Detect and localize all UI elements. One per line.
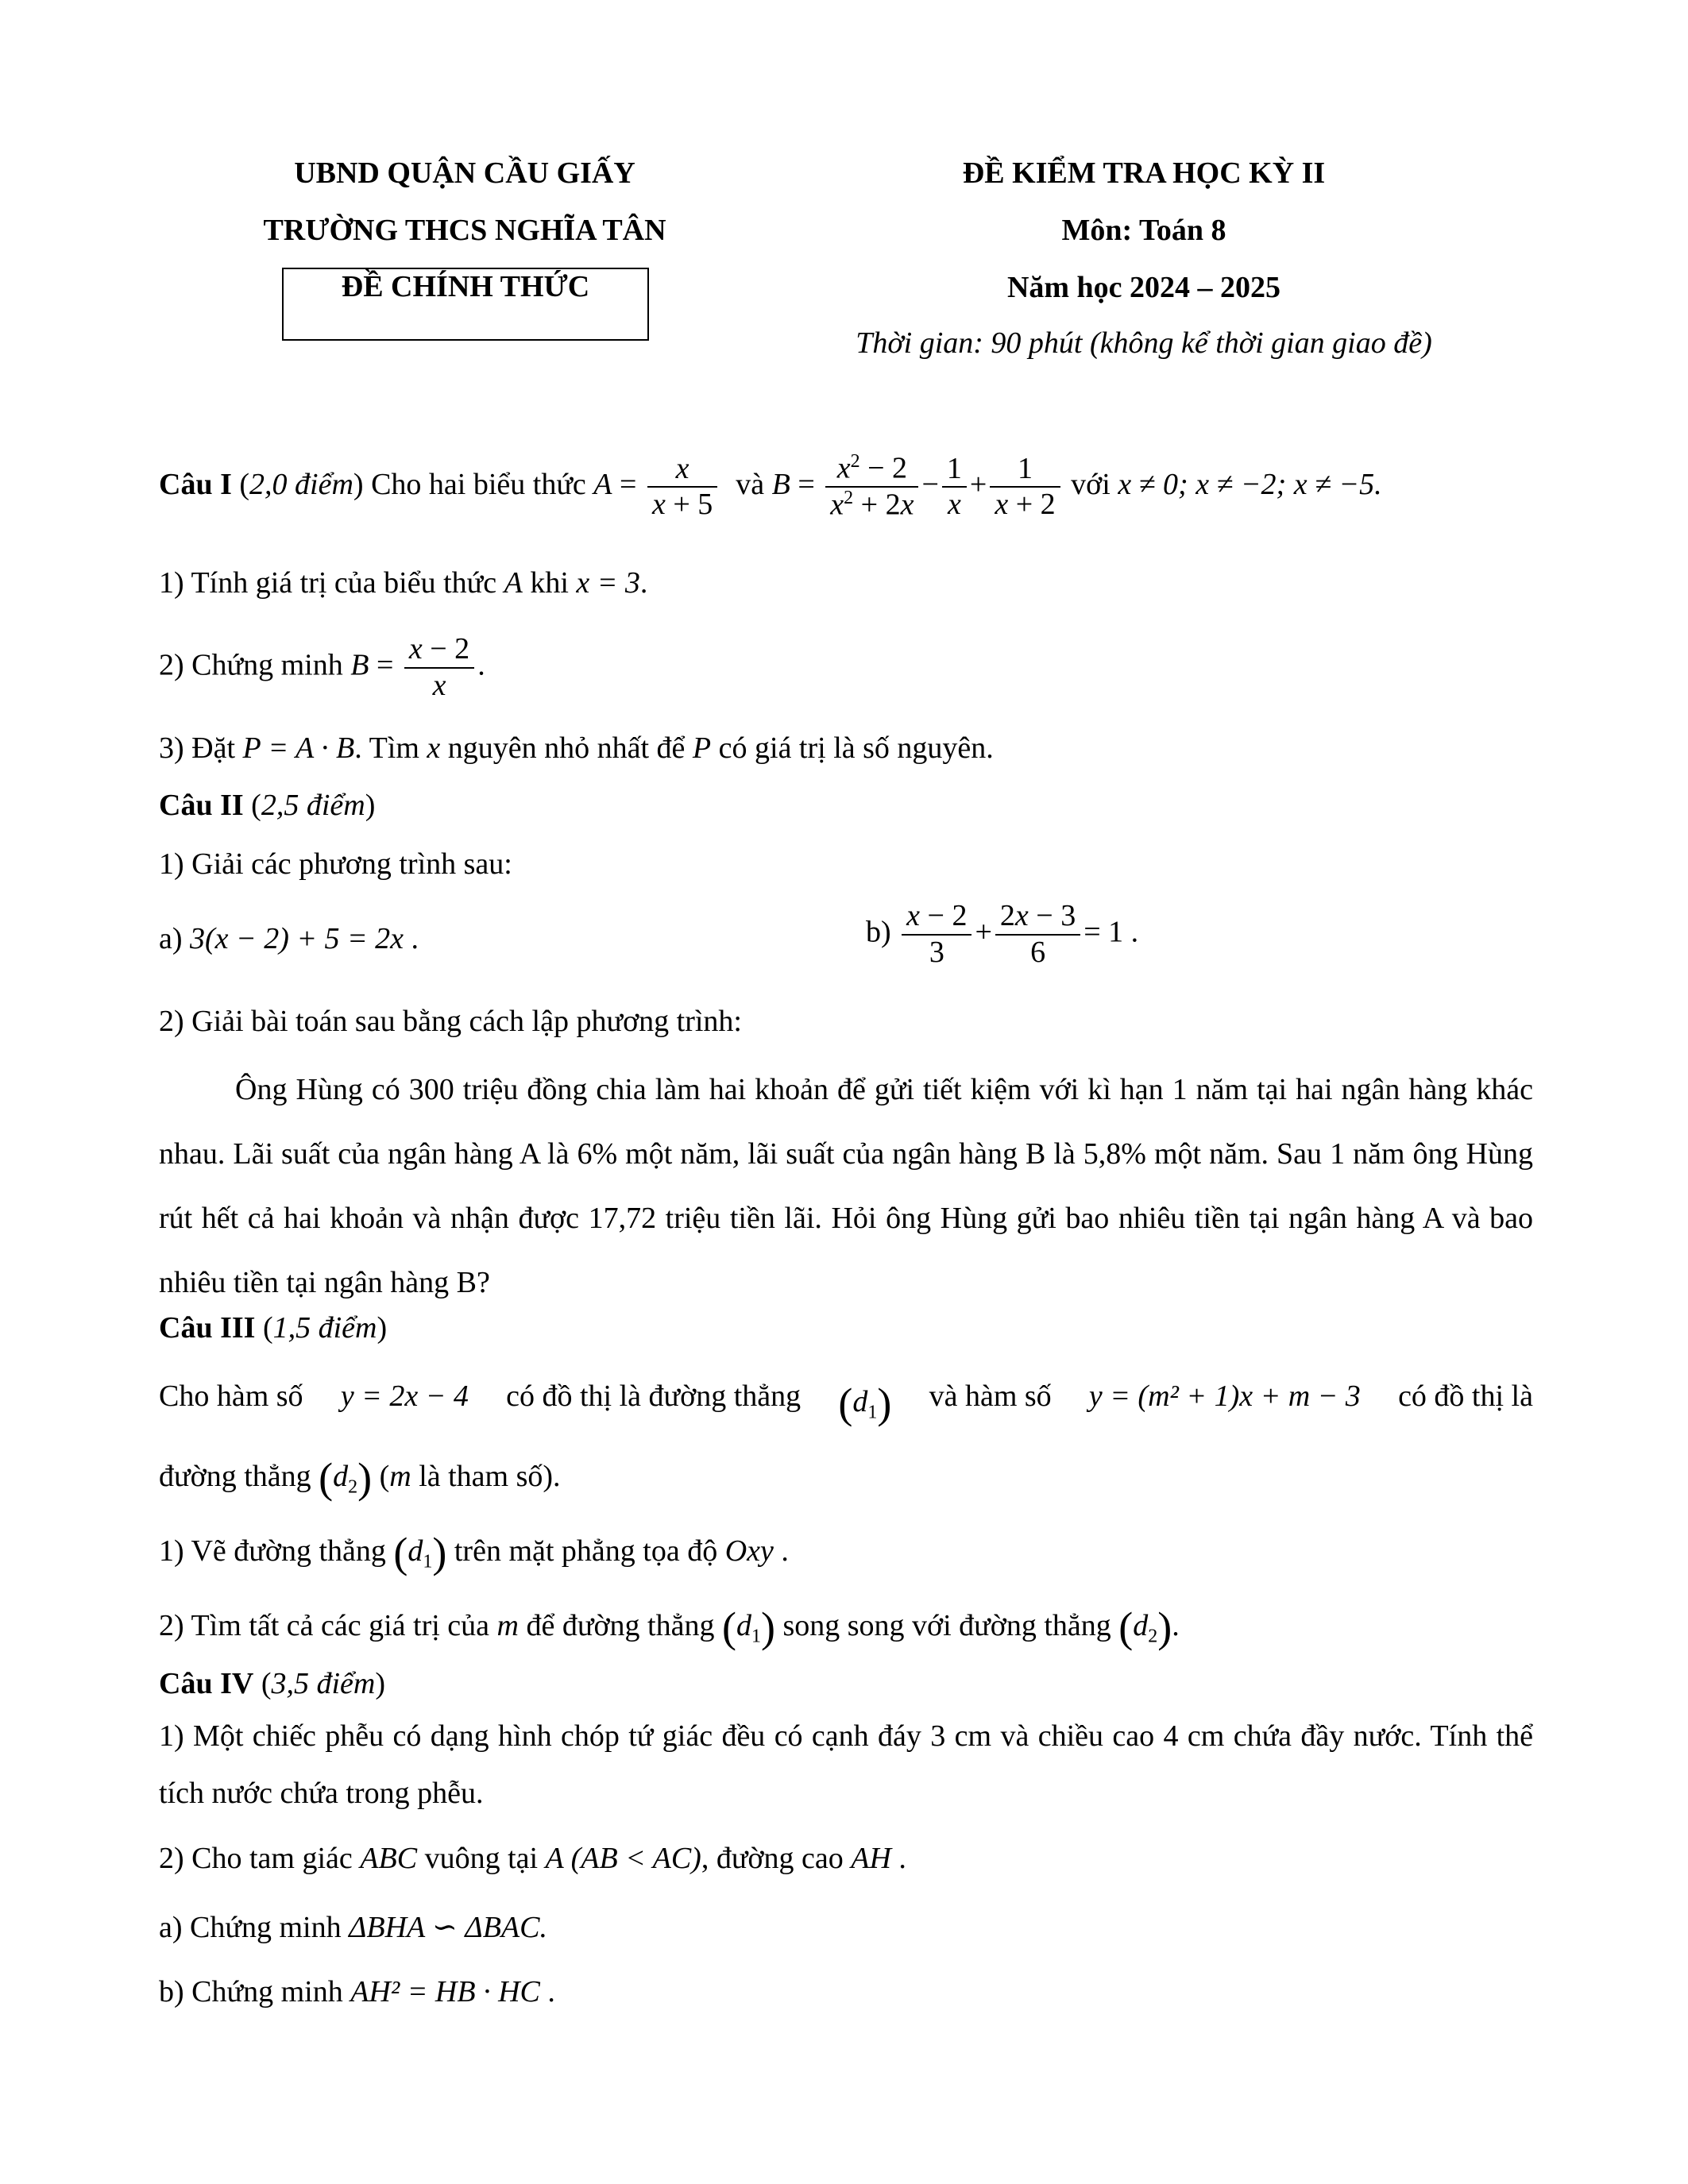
q1-item1-text: 1) Tính giá trị của biểu thức xyxy=(159,566,497,600)
q4-item-a xyxy=(159,1909,547,1945)
q1-item3-rest2: nguyên nhỏ nhất để xyxy=(447,731,686,765)
q4-triangle: ABC xyxy=(360,1842,418,1875)
exam-year: Năm học 2024 – 2025 xyxy=(1006,271,1281,304)
q3-item2: 2) Tìm tất cả các giá trị của m để đường thẳng $(d_1)$ song song với đường thẳng $(d_2)$. xyxy=(159,1603,1180,1651)
q1-item2-text: 2) Chứng minh xyxy=(159,648,343,682)
q1-item3-text: 3) Đặt xyxy=(159,731,236,765)
q2-item1: 1) Giải các phương trình sau: xyxy=(159,847,512,881)
q3-line2a: đường thẳng xyxy=(159,1460,311,1493)
q3-item2b: để đường thẳng xyxy=(526,1609,715,1642)
q2-heading: Câu II (2,5 điểm) xyxy=(159,789,376,822)
q4-title: Câu IV xyxy=(159,1667,254,1700)
q3-item2c: song song với đường thẳng xyxy=(782,1609,1111,1642)
q3-intro: Cho hàm số y = 2x − 4 có đồ thị là đường thẳng $(d_1)$ và hàm số y = (m² + 1)x + m − 3 có đồ thị là xyxy=(159,1379,1533,1427)
q1-title: Câu I xyxy=(159,468,232,502)
q3-item1a: 1) Vẽ đường thẳng xyxy=(159,1534,386,1568)
q4-item-b: b) Chứng minh AH² = HB · HC . xyxy=(159,1975,555,2008)
q4-item2c: , đường cao xyxy=(701,1842,844,1875)
q4-heading: Câu IV (3,5 điểm) xyxy=(159,1667,385,1700)
q1-intro: Cho hai biểu thức xyxy=(371,468,586,502)
q2-points: 2,5 điểm xyxy=(261,789,365,822)
q3-function2: y = (m² + 1)x + m − 3 xyxy=(1088,1379,1361,1413)
q1-item1-when: khi xyxy=(530,566,569,600)
q1-item3: 3) Đặt P = A · B. Tìm x nguyên nhỏ nhất để P có giá trị là số nguyên. xyxy=(159,731,994,765)
q3-intro3: và hàm số xyxy=(929,1379,1052,1413)
header-school-district: UBND QUẬN CẦU GIẤY xyxy=(294,156,635,190)
q4-a-text: a) Chứng minh xyxy=(159,1911,342,1944)
fraction-q2b-2: $\frac{2x - 3}{6}$ xyxy=(995,899,1080,970)
q4-b-text: b) Chứng minh xyxy=(159,1975,343,2008)
exam-title: ĐỀ KIỂM TRA HỌC KỲ II xyxy=(962,156,1326,190)
q1-item1: 1) Tính giá trị của biểu thức A khi x = 3. xyxy=(159,566,648,600)
q1-intro-line: Câu I (2,0 điểm) Cho hai biểu thức A = $\frac{x}{x + 5}$ và B = $\frac{x^2 - 2}{x^2 + 2x}$ − $\frac{1}{x}$ + $\frac{1}{x + 2}$ với x ≠ 0; x ≠ −2; x ≠ −5. xyxy=(159,451,1382,522)
exam-duration: Thời gian: 90 phút (không kể thời gian giao đề) xyxy=(856,326,1432,360)
q4-points: 3,5 điểm xyxy=(271,1667,376,1700)
fraction-b1: $\frac{x^2 - 2}{x^2 + 2x}$ xyxy=(825,451,918,523)
header-school-name: TRƯỜNG THCS NGHĨA TÂN xyxy=(263,214,666,247)
q2-a-label: a) xyxy=(159,922,183,955)
q3-line2b: là tham số). xyxy=(419,1460,561,1493)
q3-item1: 1) Vẽ đường thẳng $(d_1)$ trên mặt phẳng tọa độ Oxy . xyxy=(159,1529,789,1576)
q3-intro2: có đồ thị là đường thẳng xyxy=(506,1379,802,1413)
q2-b-label: b) xyxy=(866,915,891,949)
q2-problem xyxy=(159,1058,1533,1315)
q1-conditions: x ≠ 0; x ≠ −2; x ≠ −5. xyxy=(1118,468,1382,502)
official-box-label: ĐỀ CHÍNH THỨC xyxy=(341,270,590,303)
q4-item1: 1) Một chiếc phễu có dạng hình chóp tứ giác đều có cạnh đáy 3 cm và chiều cao 4 cm chứa đầy nước. Tính thể tích nước chứa trong phễu. xyxy=(159,1719,1533,1810)
fraction-b3: $\frac{1}{x + 2}$ xyxy=(990,452,1060,523)
q1-and: và xyxy=(736,468,765,502)
q1-item3-rest1: . Tìm xyxy=(354,731,419,765)
q4-b-expr: AH² = HB · HC xyxy=(350,1975,540,2008)
fraction-a: $\frac{x}{x + 5}$ xyxy=(647,452,717,523)
q3-intro4: có đồ thị là xyxy=(1398,1379,1533,1413)
fraction-b-result: $\frac{x - 2}{x}$ xyxy=(404,632,474,703)
official-box xyxy=(282,268,649,341)
q4-item2: 2) Cho tam giác ABC vuông tại A (AB < AC), đường cao AH . xyxy=(159,1842,906,1875)
q4-item2b: vuông tại xyxy=(424,1842,539,1875)
exam-subject: Môn: Toán 8 xyxy=(1061,214,1226,247)
q4-condition: A (AB < AC) xyxy=(545,1842,701,1875)
q2-title: Câu II xyxy=(159,789,244,822)
q2-problem-text: Ông Hùng có 300 triệu đồng chia làm hai khoản để gửi tiết kiệm với kì hạn 1 năm tại hai ngân hàng khác nhau. Lãi suất của ngân hàng A là 6% một năm, lãi suất của ngân hàng B là 5,8% một năm. Sau 1 năm ông Hùng rút hết cả hai khoản và nhận được 17,72 triệu tiền lãi. Hỏi ông Hùng gửi bao nhiêu tiền tại ngân hàng A và bao nhiêu tiền tại ngân hàng B? xyxy=(159,1073,1533,1299)
q1-item2: 2) Chứng minh B = $\frac{x - 2}{x}$ . xyxy=(159,632,485,702)
q2-eq-b: b) $\frac{x - 2}{3}$ + $\frac{2x - 3}{6}$ = 1 . xyxy=(866,899,1139,969)
q2-item2: 2) Giải bài toán sau bằng cách lập phương trình: xyxy=(159,1005,742,1038)
q3-title: Câu III xyxy=(159,1311,256,1345)
q4-altitude: AH xyxy=(851,1842,891,1875)
q2-a-equation: 3(x − 2) + 5 = 2x xyxy=(190,922,404,955)
fraction-b2: $\frac{1}{x}$ xyxy=(942,452,967,523)
q3-item1c: Oxy xyxy=(724,1534,774,1568)
q3-intro1: Cho hàm số xyxy=(159,1379,303,1413)
q1-item3-expr: P = A · B xyxy=(242,731,355,765)
q4-a-expr: ΔBHA ∽ ΔBAC. xyxy=(349,1911,547,1944)
q3-function1: y = 2x − 4 xyxy=(340,1379,469,1413)
q1-item3-rest3: có giá trị là số nguyên. xyxy=(718,731,994,765)
q1-with: với xyxy=(1071,468,1111,502)
fraction-q2b-1: $\frac{x - 2}{3}$ xyxy=(902,899,971,970)
q3-line2: đường thẳng $(d_2)$ (m là tham số). xyxy=(159,1454,561,1502)
q3-heading: Câu III (1,5 điểm) xyxy=(159,1311,388,1345)
q1-item1-var: A xyxy=(504,566,523,600)
q1-points: 2,0 điểm xyxy=(249,468,353,502)
q3-points: 1,5 điểm xyxy=(272,1311,377,1345)
q3-item1b: trên mặt phẳng tọa độ xyxy=(454,1534,718,1568)
q1-item1-value: x = 3 xyxy=(576,566,640,600)
q3-item2a: 2) Tìm tất cả các giá trị của xyxy=(159,1609,490,1642)
q2-eq-a: a) 3(x − 2) + 5 = 2x . xyxy=(159,922,419,955)
q4-item2a: 2) Cho tam giác xyxy=(159,1842,353,1875)
